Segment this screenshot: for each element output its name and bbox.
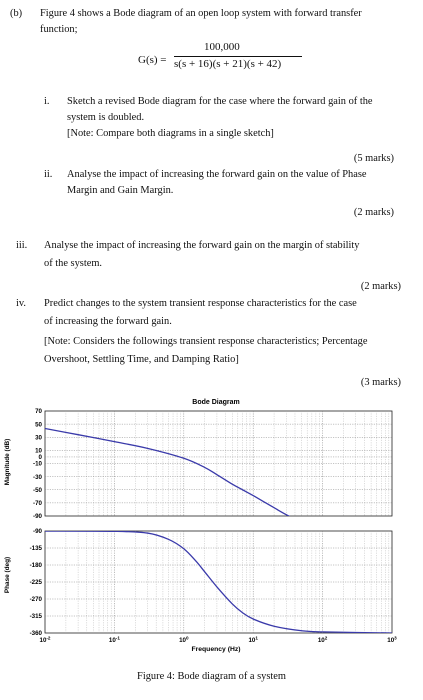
- magnitude-ytick-label: -30: [33, 473, 42, 481]
- question-i-note: [Note: Compare both diagrams in a single sketch]: [67, 128, 274, 139]
- question-iii-number: iii.: [16, 240, 28, 251]
- magnitude-ytick-label: 50: [35, 421, 42, 429]
- x-tick-label: $10^0$: [179, 635, 189, 644]
- question-i-marks: (5 marks): [353, 153, 394, 164]
- x-tick-label: $10^{-2}$: [39, 635, 51, 644]
- question-ii-marks: (2 marks): [353, 207, 394, 218]
- magnitude-ytick-label: 0: [38, 454, 42, 462]
- intro-line-1: Figure 4 shows a Bode diagram of an open loop system with forward transfer: [40, 8, 362, 19]
- magnitude-ytick-label: -70: [33, 500, 42, 508]
- question-iii-line2: of the system.: [44, 258, 103, 269]
- x-tick-label: $10^{-1}$: [108, 635, 120, 644]
- x-tick-label: $10^2$: [317, 635, 328, 644]
- question-iv-number: iv.: [16, 298, 27, 309]
- fraction-bar: [174, 56, 302, 57]
- x-tick-label: $10^3$: [387, 635, 397, 644]
- question-ii-number: ii.: [44, 169, 53, 180]
- question-i-line1: Sketch a revised Bode diagram for the case where the forward gain of the: [67, 96, 373, 107]
- x-tick-label: $10^1$: [248, 635, 258, 644]
- magnitude-ytick-label: -10: [33, 460, 42, 468]
- magnitude-axis-label: Magnitude (dB): [4, 438, 11, 486]
- question-i-number: i.: [44, 96, 50, 107]
- magnitude-plot: [33, 408, 392, 522]
- question-iv-marks: (3 marks): [360, 377, 401, 388]
- question-iv-line2: of increasing the forward gain.: [44, 316, 172, 327]
- magnitude-ytick-label: -90: [33, 513, 42, 521]
- magnitude-ytick-label: -50: [33, 486, 42, 494]
- equation-lhs: G(s) =: [138, 54, 167, 66]
- phase-ytick-label: -270: [29, 596, 42, 604]
- figure-caption: Figure 4: Bode diagram of a system: [137, 671, 286, 682]
- x-axis-label: Frequency (Hz): [191, 646, 241, 653]
- phase-axis-label: Phase (deg): [4, 556, 11, 594]
- equation-denominator: s(s + 16)(s + 21)(s + 42): [174, 58, 282, 70]
- part-label: (b): [10, 8, 23, 19]
- question-i-line2: system is doubled.: [67, 112, 145, 123]
- question-iii-line1: Analyse the impact of increasing the forward gain on the margin of stability: [44, 240, 360, 251]
- phase-ytick-label: -180: [29, 562, 42, 570]
- phase-ytick-label: -225: [29, 579, 42, 587]
- phase-ytick-label: -90: [33, 528, 42, 536]
- phase-ytick-label: -360: [29, 630, 42, 638]
- question-iv-note1: [Note: Considers the followings transient response characteristics; Percentage: [44, 336, 368, 347]
- phase-ytick-label: -315: [29, 613, 42, 621]
- question-ii-line1: Analyse the impact of increasing the forward gain on the value of Phase: [67, 169, 367, 180]
- bode-diagram-figure: [0, 390, 423, 670]
- phase-plot: [30, 528, 398, 644]
- magnitude-ytick-label: 30: [35, 434, 42, 442]
- question-iv-line1: Predict changes to the system transient response characteristics for the case: [44, 298, 357, 309]
- equation-numerator: 100,000: [204, 41, 240, 53]
- question-iv-note2: Overshoot, Settling Time, and Damping Ratio]: [44, 354, 239, 365]
- chart-title: Bode Diagram: [192, 399, 240, 406]
- question-iii-marks: (2 marks): [360, 281, 401, 292]
- question-ii-line2: Margin and Gain Margin.: [67, 185, 174, 196]
- magnitude-ytick-label: 10: [35, 447, 42, 455]
- phase-ytick-label: -135: [29, 545, 42, 553]
- magnitude-ytick-label: 70: [35, 408, 42, 416]
- intro-line-2: function;: [40, 24, 78, 35]
